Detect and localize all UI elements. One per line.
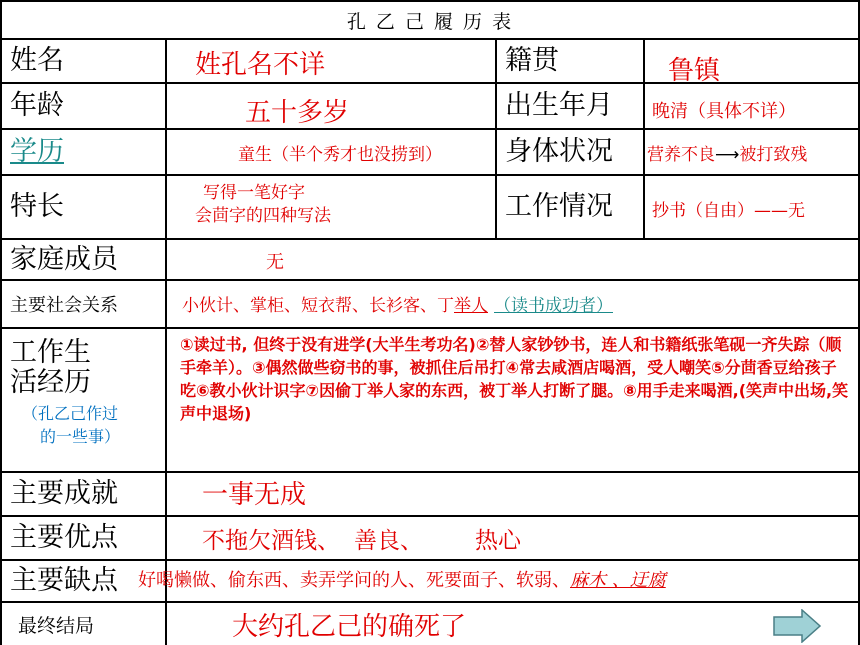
- value-health-a: 营养不良: [647, 145, 715, 165]
- table-title: 孔 乙 己 履 历 表: [346, 10, 514, 33]
- experience-note-2: 的一些事）: [40, 427, 121, 447]
- label-health: 身体状况: [505, 136, 613, 168]
- value-relations: 小伙计、掌柜、短衣帮、长衫客、丁: [182, 296, 454, 316]
- label-family: 家庭成员: [10, 243, 118, 275]
- value-age: 五十多岁: [245, 98, 350, 126]
- value-flaws: 好喝懒做、偷东西、卖弄学问的人、死要面子、软弱、: [138, 570, 570, 591]
- label-skills: 特长: [10, 191, 64, 223]
- value-name: 姓孔名不详: [195, 50, 326, 80]
- experience-note-1: （孔乙己作过: [22, 404, 119, 424]
- value-work: 抄书（自由）——无: [652, 201, 805, 221]
- value-merits-a: 不拖欠酒钱、: [202, 528, 340, 554]
- relations-note: （读书成功者）: [494, 296, 613, 316]
- next-arrow-icon: [772, 609, 822, 643]
- label-relations: 主要社会关系: [10, 295, 118, 316]
- label-achievement: 主要成就: [10, 478, 118, 510]
- value-hometown: 鲁镇: [668, 56, 721, 82]
- label-ending: 最终结局: [18, 614, 95, 637]
- label-merits: 主要优点: [10, 522, 118, 554]
- value-merits-c: 热心: [475, 528, 521, 554]
- value-education: 童生（半个秀才也没捞到）: [238, 145, 442, 165]
- label-birth: 出生年月: [505, 90, 613, 122]
- value-flaws-em: 麻木 、迂腐: [570, 570, 666, 591]
- label-age: 年龄: [10, 90, 64, 122]
- value-health-b: 被打致残: [739, 145, 808, 165]
- value-achievement: 一事无成: [202, 480, 307, 508]
- label-name: 姓名: [10, 45, 64, 77]
- value-skills-2: 会茴字的四种写法: [195, 205, 331, 226]
- arrow-right-icon: ⟶: [715, 145, 740, 165]
- next-button[interactable]: [772, 609, 822, 643]
- label-hometown: 籍贯: [505, 45, 559, 77]
- value-ending: 大约孔乙己的确死了: [232, 612, 467, 642]
- link-juren[interactable]: 举人: [454, 296, 488, 316]
- value-birth: 晚清（具体不详）: [652, 101, 796, 122]
- value-skills-1: 写得一笔好字: [203, 183, 305, 203]
- value-family: 无: [266, 252, 284, 273]
- label-work: 工作情况: [505, 191, 613, 223]
- link-education[interactable]: 学历: [10, 136, 64, 168]
- label-experience-1: 工作生: [10, 338, 91, 368]
- value-experience: ①读过书, 但终于没有进学(大半生考功名)②替人家钞钞书，连人和书籍纸张笔砚一齐失踪（顺手牵羊）。③偶然做些窃书的事，被抓住后吊打④常去咸酒店喝酒，受人嘲笑⑤分茴香豆给孩子吃⑥教小伙计识字⑦因偷丁举人家的东西，被丁举人打断了腿。⑧用手走来喝酒,(笑声中出场,笑声中退场): [180, 335, 849, 423]
- label-experience-2: 活经历: [10, 366, 91, 398]
- value-merits-b: 善良、: [354, 528, 423, 554]
- label-flaws: 主要缺点: [10, 565, 118, 597]
